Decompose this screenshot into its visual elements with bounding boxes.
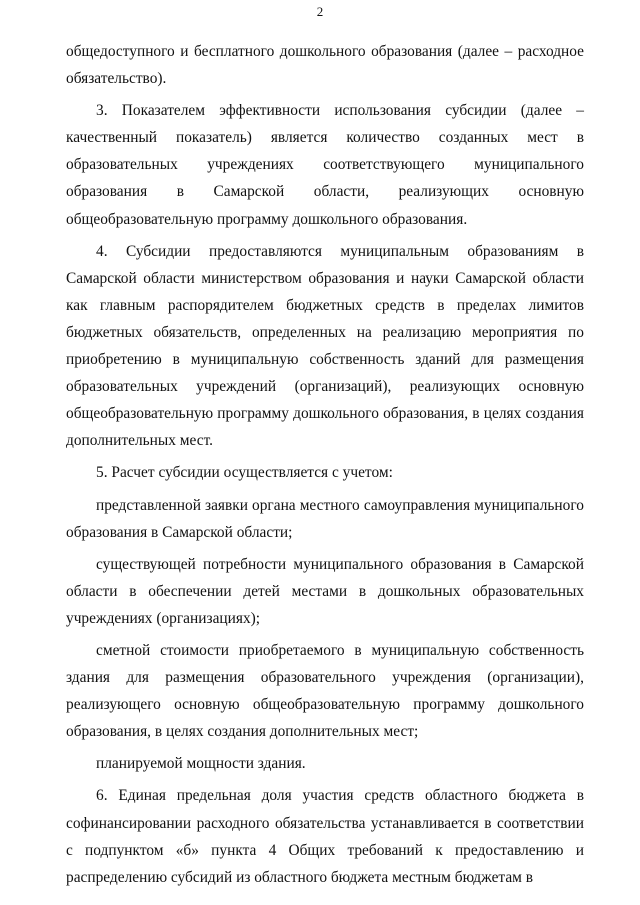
page-number: 2 — [316, 4, 324, 19]
paragraph-continuation: общедоступного и бесплатного дошкольного образования (далее – расходное обязательство). — [66, 43, 584, 88]
paragraph-item-4: 4. Субсидии предоставляются муниципальным образованиям в Самарской области министерством образования и науки Самарской области как главным распорядителем бюджетных средств в пределах лимитов бюджетных обязательств, определенных на реализацию мероприятия по приобретению в муниципальную собственность зданий для размещения образовательных учреждений (организаций), реализующих основную общеобразовательную программу дошкольного образования, в целях создания дополнительных мест. — [66, 242, 584, 450]
paragraph-item-3: 3. Показателем эффективности использования субсидии (далее – качественный показатель) является количество созданных мест в образовательных учреждениях соответствующего муниципального образования в Самарской области, реализующих основную общеобразовательную программу дошкольного образования. — [66, 102, 584, 228]
paragraph-item-6: 6. Единая предельная доля участия средств областного бюджета в софинансировании расходного обязательства устанавливается в соответствии с подпунктом «б» пункта 4 Общих требований к предоставлению и распределению субсидий из областного бюджета местным бюджетам в — [66, 787, 584, 886]
paragraph-sub-need: существующей потребности муниципального образования в Самарской области в обеспечении детей местами в дошкольных образовательных учреждениях (организациях); — [66, 555, 584, 627]
paragraph-item-5: 5. Расчет субсидии осуществляется с учетом: — [96, 464, 393, 482]
paragraph-sub-application: представленной заявки органа местного самоуправления муниципального образования в Самарской области; — [66, 496, 584, 541]
paragraph-sub-capacity: планируемой мощности здания. — [96, 755, 306, 773]
document-body — [66, 38, 584, 891]
paragraph-sub-cost: сметной стоимости приобретаемого в муниципальную собственность здания для размещения образовательного учреждения (организации), реализующего основную общеобразовательную программу дошкольного образования, в целях создания дополнительных мест; — [66, 641, 584, 741]
